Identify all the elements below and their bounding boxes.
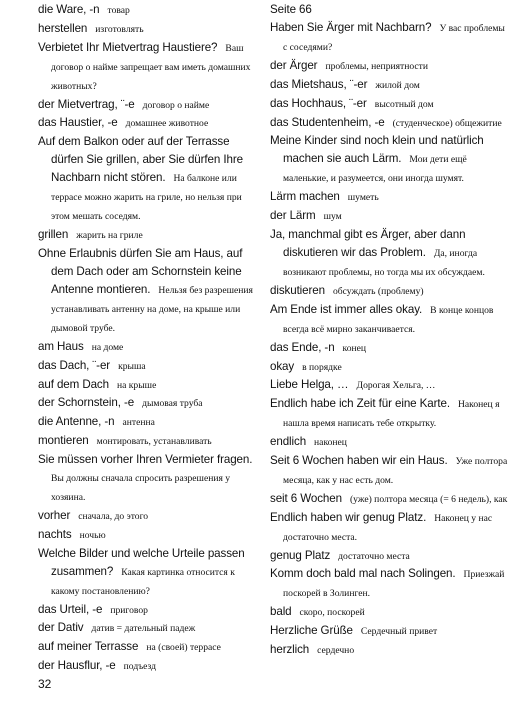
german-text: montieren <box>38 434 89 448</box>
russian-translation: Вы должны сначала спросить разрешения у хозяина. <box>51 473 231 504</box>
page-reference <box>270 0 510 18</box>
vocab-entry <box>270 640 510 659</box>
german-text: Auf dem Balkon oder auf der Terrasse dürfen Sie grillen, aber Sie dürfen Ihre Nachbarn nicht stören. <box>38 135 243 185</box>
russian-translation: ночью <box>79 529 106 541</box>
vocab-entry <box>38 38 263 95</box>
vocab-entry <box>38 506 263 525</box>
russian-translation: скоро, поскорей <box>299 607 365 619</box>
german-text: Ohne Erlaubnis dürfen Sie am Haus, auf dem Dach oder am Schornstein keine Antenne montieren. <box>38 246 243 296</box>
russian-translation: сердечно <box>317 645 355 657</box>
russian-translation: достаточно места <box>338 550 410 562</box>
german-text: Haben Sie Ärger mit Nachbarn? <box>270 21 432 34</box>
vocab-entry <box>270 546 510 565</box>
german-text: der Mietvertrag, ¨-e <box>38 97 135 111</box>
german-text: das Haustier, -e <box>38 116 118 130</box>
russian-translation: жарить на гриле <box>76 230 143 242</box>
russian-translation: сначала, до этого <box>78 510 149 522</box>
vocab-entry <box>270 187 510 206</box>
vocab-entry <box>270 451 510 489</box>
russian-translation: проблемы, неприятности <box>325 60 428 72</box>
german-text: herstellen <box>38 21 88 35</box>
russian-translation: обсуждать (проблему) <box>332 285 424 297</box>
vocab-entry <box>270 357 510 376</box>
german-text: Seite 66 <box>270 3 312 16</box>
vocab-entry <box>38 393 263 412</box>
russian-translation: антенна <box>122 417 155 429</box>
russian-translation: в порядке <box>302 361 342 373</box>
vocab-entry <box>38 356 263 375</box>
right-column <box>270 0 510 659</box>
page-number: 32 <box>38 677 52 691</box>
vocab-entry <box>38 375 263 394</box>
german-text: das Mietshaus, ¨-er <box>270 77 368 91</box>
russian-translation: на доме <box>91 341 124 353</box>
vocab-entry <box>38 225 263 244</box>
german-text: der Lärm <box>270 209 316 223</box>
vocab-entry <box>38 0 263 19</box>
vocab-entry <box>38 431 263 450</box>
vocab-entry <box>270 375 510 394</box>
russian-translation: приговор <box>110 604 148 616</box>
vocab-entry <box>38 244 263 337</box>
russian-translation: На балконе или террасе можно жарить на гриле, но нельзя при этом мешать соседям. <box>51 173 242 223</box>
german-text: Seit 6 Wochen haben wir ein Haus. <box>270 454 448 468</box>
german-text: Welche Bilder und welche Urteile passen zusammen? <box>38 546 245 578</box>
german-text: herzlich <box>270 643 310 657</box>
german-text: das Dach, ¨-er <box>38 358 111 372</box>
russian-translation: изготовлять <box>95 23 144 35</box>
russian-translation: Да, иногда возникают проблемы, но тогда мы их обсуждаем. <box>283 248 485 278</box>
german-text: der Ärger <box>270 58 318 72</box>
russian-translation: Нельзя без разрешения устанавливать антенну на доме, на крыше или дымовой трубе. <box>51 284 253 334</box>
russian-translation: конец <box>342 342 367 354</box>
vocab-entry <box>270 508 510 546</box>
vocab-entry <box>270 432 510 451</box>
german-text: Lärm machen <box>270 190 340 204</box>
russian-translation: договор о найме <box>142 99 210 111</box>
german-text: diskutieren <box>270 283 325 297</box>
german-text: das Studentenheim, -e <box>270 115 385 129</box>
german-text: endlich <box>270 435 307 449</box>
german-text: Sie müssen vorher Ihren Vermieter fragen. <box>38 453 253 467</box>
german-text: Meine Kinder sind noch klein und natürlich machen sie auch Lärm. <box>270 134 484 166</box>
german-text: die Antenne, -n <box>38 415 115 429</box>
german-text: Endlich haben wir genug Platz. <box>270 510 427 524</box>
vocab-entry <box>270 300 510 338</box>
german-text: Komm doch bald mal nach Solingen. <box>270 567 456 581</box>
german-text: der Hausflur, -e <box>38 659 116 673</box>
german-text: vorher <box>38 508 71 522</box>
russian-translation: товар <box>107 5 130 16</box>
russian-translation: шуметь <box>347 192 379 204</box>
russian-translation: Наконец я нашла время написать тебе открытку. <box>283 399 500 430</box>
german-text: Endlich habe ich Zeit für eine Karte. <box>270 397 450 411</box>
german-text: Herzliche Grüße <box>270 624 353 638</box>
russian-translation: датив = дательный падеж <box>91 623 196 635</box>
russian-translation: наконец <box>314 437 347 449</box>
russian-translation: домашнее животное <box>125 118 209 130</box>
german-text: auf dem Dach <box>38 377 109 391</box>
russian-translation: жилой дом <box>375 79 420 91</box>
german-text: das Hochhaus, ¨-er <box>270 96 367 110</box>
vocab-entry <box>38 544 263 600</box>
german-text: okay <box>270 359 295 373</box>
russian-translation: В конце концов всегда всё мирно заканчивается. <box>283 304 494 335</box>
vocab-entry <box>38 19 263 38</box>
russian-translation: Уже полтора месяца, как у нас есть дом. <box>283 456 508 486</box>
vocab-entry <box>38 95 263 114</box>
german-text: die Ware, -n <box>38 3 100 16</box>
german-text: Verbietet Ihr Mietvertrag Haustiere? <box>38 40 218 54</box>
russian-translation: шум <box>323 211 342 223</box>
vocab-entry <box>270 602 510 621</box>
russian-translation: дымовая труба <box>142 398 203 410</box>
russian-translation: подъезд <box>123 661 157 673</box>
russian-translation: У вас проблемы с соседями? <box>283 23 505 53</box>
russian-translation: Приезжай поскорей в Золинген. <box>283 569 505 600</box>
vocab-entry <box>38 450 263 506</box>
vocab-entry <box>38 412 263 431</box>
russian-translation: Ваш договор о найме запрещает вам иметь домашних животных? <box>51 42 251 92</box>
vocab-entry <box>38 637 263 656</box>
left-column <box>38 0 263 675</box>
vocab-entry <box>270 18 510 56</box>
russian-translation: высотный дом <box>374 98 434 110</box>
vocab-entry <box>270 281 510 300</box>
german-text: seit 6 Wochen <box>270 491 342 505</box>
russian-translation: (уже) полтора месяца (= 6 недель), как <box>349 493 508 505</box>
german-text: bald <box>270 605 292 619</box>
german-text: der Dativ <box>38 621 84 635</box>
russian-translation: Наконец у нас достаточно места. <box>283 512 493 543</box>
vocab-entry <box>38 600 263 619</box>
vocab-entry <box>270 225 510 281</box>
vocab-entry <box>270 394 510 432</box>
russian-translation: Дорогая Хельга, … <box>356 380 436 392</box>
russian-translation: монтировать, устанавливать <box>96 436 212 448</box>
vocab-entry <box>270 94 510 113</box>
german-text: das Urteil, -e <box>38 602 103 616</box>
vocab-entry <box>38 525 263 544</box>
vocab-entry <box>270 564 510 602</box>
russian-translation: крыша <box>118 360 146 372</box>
german-text: genug Platz <box>270 548 331 562</box>
vocab-entry <box>38 113 263 132</box>
german-text: der Schornstein, -e <box>38 396 135 410</box>
vocab-entry <box>38 132 263 225</box>
german-text: Ja, manchmal gibt es Ärger, aber dann diskutieren wir das Problem. <box>270 228 466 260</box>
russian-translation: на (своей) террасе <box>146 642 221 654</box>
vocab-entry <box>270 489 510 508</box>
german-text: grillen <box>38 228 69 242</box>
vocab-entry <box>270 75 510 94</box>
vocab-entry <box>38 656 263 675</box>
german-text: am Haus <box>38 339 84 353</box>
german-text: nachts <box>38 527 72 541</box>
vocab-entry <box>270 131 510 187</box>
vocab-entry <box>270 338 510 357</box>
vocab-entry <box>270 113 510 132</box>
russian-translation: (студенческое) общежитие <box>392 117 502 129</box>
russian-translation: Сердечный привет <box>360 626 438 638</box>
vocab-entry <box>270 206 510 225</box>
vocab-entry <box>270 621 510 640</box>
vocab-entry <box>270 56 510 75</box>
russian-translation: Какая картинка относится к какому постановлению? <box>51 566 235 597</box>
russian-translation: Мои дети ещё маленькие, и разумеется, они иногда шумят. <box>283 154 467 185</box>
vocab-entry <box>38 618 263 637</box>
vocab-entry <box>38 337 263 356</box>
german-text: Liebe Helga, … <box>270 378 349 392</box>
german-text: auf meiner Terrasse <box>38 640 139 654</box>
russian-translation: на крыше <box>116 379 157 391</box>
german-text: das Ende, -n <box>270 340 335 354</box>
german-text: Am Ende ist immer alles okay. <box>270 302 423 316</box>
